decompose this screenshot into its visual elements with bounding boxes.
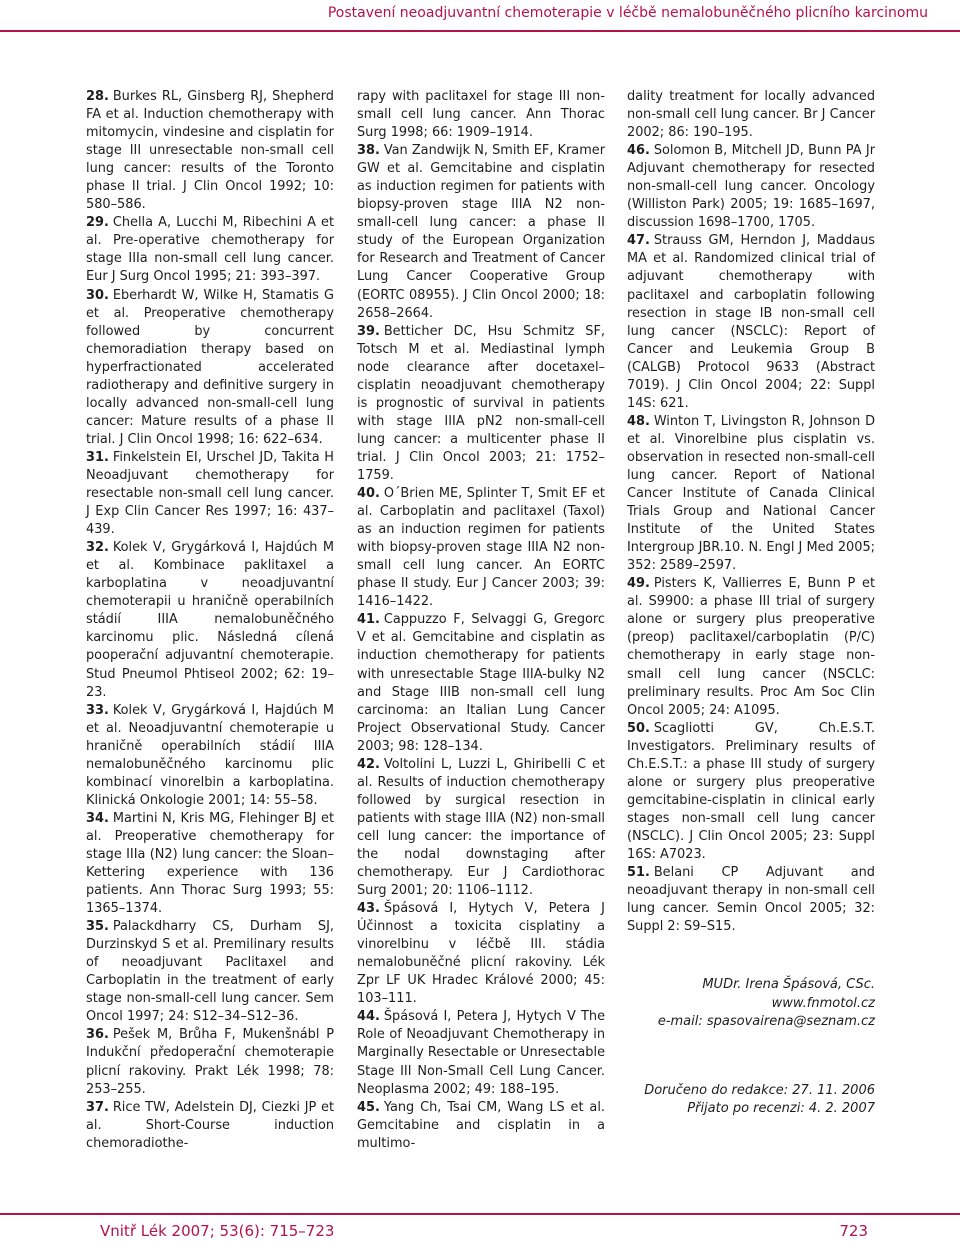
reference-number: 31.: [86, 449, 109, 465]
reference-text: Pešek M, Brůha F, Mukenšnábl P Indukční předoperační chemoterapie plicní rakoviny. Prakt Lék 1998; 78: 253–255.: [86, 1027, 334, 1097]
reference-item: [86, 810, 334, 918]
author-email: e-mail: spasovairena@seznam.cz: [657, 1014, 875, 1030]
reference-number: 43.: [357, 901, 380, 917]
journal-citation: Vnitř Lék 2007; 53(6): 715–723: [100, 1222, 335, 1240]
reference-item: [627, 720, 875, 864]
reference-number: 49.: [627, 576, 650, 592]
reference-item: [357, 1099, 605, 1153]
reference-item: [627, 232, 875, 412]
author-signature: [627, 976, 875, 1032]
reference-number: 45.: [357, 1099, 380, 1115]
reference-item: [627, 142, 875, 232]
reference-item: [86, 287, 334, 449]
reference-text: Kolek V, Grygárková I, Hajdúch M et al. Neoadjuvantní chemoterapie u hraničně operabilních stádií IIIA nemalobuněčného karcinomu plic kombinací vinorelbin a karboplatina. Klinická Onkologie 2001; 14: 55–58.: [86, 702, 334, 808]
reference-item: [357, 485, 605, 611]
reference-text: Van Zandwijk N, Smith EF, Kramer GW et al. Gemcitabine and cisplatin as induction regimen for patients with biopsy-proven stage IIIA N2 non-small-cell lung cancer: a phase II study of the European Organization for Research and Treatment of Cancer Lung Cancer Cooperative Group (EORTC 08955). J Clin Oncol 2000; 18: 2658–2664.: [357, 143, 605, 321]
reference-text: Winton T, Livingston R, Johnson D et al. Vinorelbine plus cisplatin vs. observation in resected non-small-cell lung cancer. Report of National Cancer Institute of Canada Clinical Trials Group and National Cancer Institute of the United States Intergroup JBR.10. N. Engl J Med 2005; 352: 2589–2597.: [627, 413, 875, 574]
page-header: [0, 0, 960, 32]
reference-text: Špásová I, Petera J, Hytych V The Role of Neoadjuvant Chemotherapy in Marginally Resectable or Unresectable Stage III Non-Small Cell Lung Cancer. Neoplasma 2002; 49: 188–195.: [357, 1009, 605, 1097]
reference-text: Palackdharry CS, Durham SJ, Durzinskyd S et al. Premilinary results of neoadjuvant Paclitaxel and Carboplatin in the treatment of early stage non-small-cell lung cancer. Sem Oncol 1997; 24: S12–34–S12–36.: [86, 919, 334, 1025]
reference-continuation: rapy with paclitaxel for stage III non-small cell lung cancer. Ann Thorac Surg 1998; 66: 1909–1914.: [357, 89, 605, 141]
reference-number: 37.: [86, 1099, 109, 1115]
footer-rule: [0, 1213, 960, 1215]
reference-text: Yang Ch, Tsai CM, Wang LS et al. Gemcitabine and cisplatin in a multimo-: [357, 1099, 605, 1151]
author-name: MUDr. Irena Špásová, CSc.: [702, 977, 875, 993]
reference-number: 33.: [86, 702, 109, 718]
reference-list: [627, 142, 875, 936]
reference-number: 32.: [86, 540, 109, 556]
reference-text: Burkes RL, Ginsberg RJ, Shepherd FA et al. Induction chemotherapy with mitomycin, vindesine and cisplatin for stage III unresectable non-small cell lung cancer: results of the Toronto phase II trial. J Clin Oncol 1992; 10: 580–586.: [86, 89, 334, 213]
references-column-1: [86, 88, 334, 1153]
running-title: Postavení neoadjuvantní chemoterapie v léčbě nemalobuněčného plicního karcinomu: [327, 5, 928, 21]
reference-list: [357, 142, 605, 1153]
reference-item: [86, 702, 334, 810]
reference-number: 42.: [357, 756, 380, 772]
reference-item: [86, 449, 334, 539]
page-number: 723: [839, 1222, 868, 1240]
reference-item: [627, 413, 875, 575]
reference-text: Voltolini L, Luzzi L, Ghiribelli C et al. Results of induction chemotherapy followed by surgical resection in patients with stage IIIA (N2) non-small cell lung cancer: the importance of the nodal downstaging after chemotherapy. Eur J Cardiothorac Surg 2001; 20: 1106–1112.: [357, 756, 605, 899]
reference-continuation: dality treatment for locally advanced non-small cell lung cancer. Br J Cancer 2002; 86: 190–195.: [627, 89, 875, 141]
reference-number: 36.: [86, 1027, 109, 1043]
reference-item: [86, 918, 334, 1026]
reference-number: 50.: [627, 720, 650, 736]
reference-number: 48.: [627, 413, 650, 429]
reference-item: [357, 142, 605, 322]
reference-text: Eberhardt W, Wilke H, Stamatis G et al. Preoperative chemotherapy followed by concurrent chemoradiation therapy based on hyperfractionated accelerated radiotherapy and definitive surgery in locally advanced non-small-cell lung cancer: Mature results of a phase II trial. J Clin Oncol 1998; 16: 622–634.: [86, 287, 334, 447]
reference-item: [86, 214, 334, 286]
reference-number: 30.: [86, 287, 109, 303]
reference-text: Scagliotti GV, Ch.E.S.T. Investigators. Preliminary results of Ch.E.S.T.: a phase III study of surgery alone or surgery plus preoperative gemcitabine-cisplatin in clinical early stages non-small cell lung cancer (NSCLC). J Clin Oncol 2005; 23: Suppl 16S: A7023.: [627, 720, 875, 862]
reference-text: Martini N, Kris MG, Flehinger BJ et al. Preoperative chemotherapy for stage IIIa (N2) lung cancer: the Sloan–Kettering experience with 136 patients. Ann Thorac Surg 1993; 55: 1365–1374.: [86, 810, 334, 917]
references-column-3: [627, 88, 875, 1119]
reference-item: [357, 900, 605, 1008]
header-rule: [0, 30, 960, 32]
reference-number: 51.: [627, 865, 650, 881]
reference-number: 47.: [627, 233, 650, 249]
author-website: www.fnmotol.cz: [771, 995, 875, 1011]
reference-item: [627, 575, 875, 719]
reference-text: Finkelstein EI, Urschel JD, Takita H Neoadjuvant chemotherapy for resectable non-small cell lung cancer. J Exp Clin Cancer Res 1997; 16: 437–439.: [86, 449, 334, 538]
reference-item: [86, 88, 334, 214]
reference-item: [357, 323, 605, 485]
reference-text: Kolek V, Grygárková I, Hajdúch M et al. Kombinace paklitaxel a karboplatina v neoadjuvantní chemoterapii u hraničně operabilních stádií IIIA nemalobuněčného karcinomu plic. Následná cílená pooperační adjuvantní chemoterapie. Stud Pneumol Phtiseol 2002; 62: 19–23.: [86, 540, 334, 700]
received-date: Doručeno do redakce: 27. 11. 2006: [644, 1082, 875, 1098]
reference-text: Cappuzzo F, Selvaggi G, Gregorc V et al. Gemcitabine and cisplatin as induction chemotherapy for patients with unresectable Stage IIIA-bulky N2 and Stage IIIB non-small cell lung carcinoma: an Italian Lung Cancer Project Observational Study. Cancer 2003; 98: 128–134.: [357, 612, 605, 754]
reference-number: 35.: [86, 919, 109, 935]
reference-number: 39.: [357, 323, 380, 339]
reference-number: 40.: [357, 486, 380, 502]
reference-number: 34.: [86, 810, 109, 826]
reference-text: Belani CP Adjuvant and neoadjuvant therapy in non-small cell lung cancer. Semin Oncol 2005; 32: Suppl 2: S9–S15.: [627, 865, 875, 935]
reference-text: Špásová I, Hytych V, Petera J Účinnost a toxicita cisplatiny a vinorelbinu v léčbě III. stádia nemalobuněčné plicní rakoviny. Lék Zpr LF UK Hradec Králové 2000; 45: 103–111.: [357, 901, 605, 1007]
reference-text: Pisters K, Vallierres E, Bunn P et al. S9900: a phase III trial of surgery alone or surgery plus preoperative (preop) paclitaxel/carboplatin (P/C) chemotherapy in early stage non-small cell lung cancer (NSCLC: preliminary results. Proc Am Soc Clin Oncol 2005; 24: A1095.: [627, 576, 875, 718]
reference-list: [86, 88, 334, 1153]
reference-text: Betticher DC, Hsu Schmitz SF, Totsch M et al. Mediastinal lymph node clearance after docetaxel–cisplatin neoadjuvant chemotherapy is prognostic of survival in patients with stage IIIA pN2 non-small-cell lung cancer: a multicenter phase II trial. J Clin Oncol 2003; 21: 1752–1759.: [357, 323, 605, 483]
reference-item: [86, 1099, 334, 1153]
editorial-dates: [627, 1082, 875, 1119]
reference-text: Chella A, Lucchi M, Ribechini A et al. Pre-operative chemotherapy for stage IIIa non-small cell lung cancer. Eur J Surg Oncol 1995; 21: 393–397.: [86, 215, 334, 285]
reference-item: [357, 756, 605, 900]
accepted-date: Přijato po recenzi: 4. 2. 2007: [687, 1101, 875, 1117]
reference-text: O´Brien ME, Splinter T, Smit EF et al. Carboplatin and paclitaxel (Taxol) as an induction regimen for patients with biopsy-proven stage IIIA N2 non-small cell lung cancer. An EORTC phase II study. Eur J Cancer 2003; 39: 1416–1422.: [357, 486, 605, 610]
reference-text: Rice TW, Adelstein DJ, Ciezki JP et al. Short-Course induction chemoradiothe-: [86, 1099, 334, 1151]
references-column-2: [357, 88, 605, 1153]
reference-item: [86, 539, 334, 701]
reference-number: 29.: [86, 215, 109, 231]
reference-number: 38.: [357, 143, 380, 159]
reference-number: 41.: [357, 612, 380, 628]
reference-item: [357, 611, 605, 755]
reference-item: [627, 864, 875, 936]
reference-text: Strauss GM, Herndon J, Maddaus MA et al. Randomized clinical trial of adjuvant chemotherapy with paclitaxel and carboplatin following resection in stage IB non-small cell lung cancer (NSCLC): Report of Cancer and Leukemia Group B (CALGB) Protocol 9633 (Abstract 7019). J Clin Oncol 2004; 22: Suppl 14S: 621.: [627, 233, 875, 411]
reference-number: 46.: [627, 143, 650, 159]
reference-number: 28.: [86, 89, 109, 104]
reference-text: Solomon B, Mitchell JD, Bunn PA Jr Adjuvant chemotherapy for resected non-small-cell lung cancer. Oncology (Williston Park) 2005; 19: 1685–1697, discussion 1698–1700, 1705.: [627, 143, 875, 231]
reference-number: 44.: [357, 1009, 380, 1025]
reference-item: [86, 1026, 334, 1098]
reference-item: [357, 1008, 605, 1098]
